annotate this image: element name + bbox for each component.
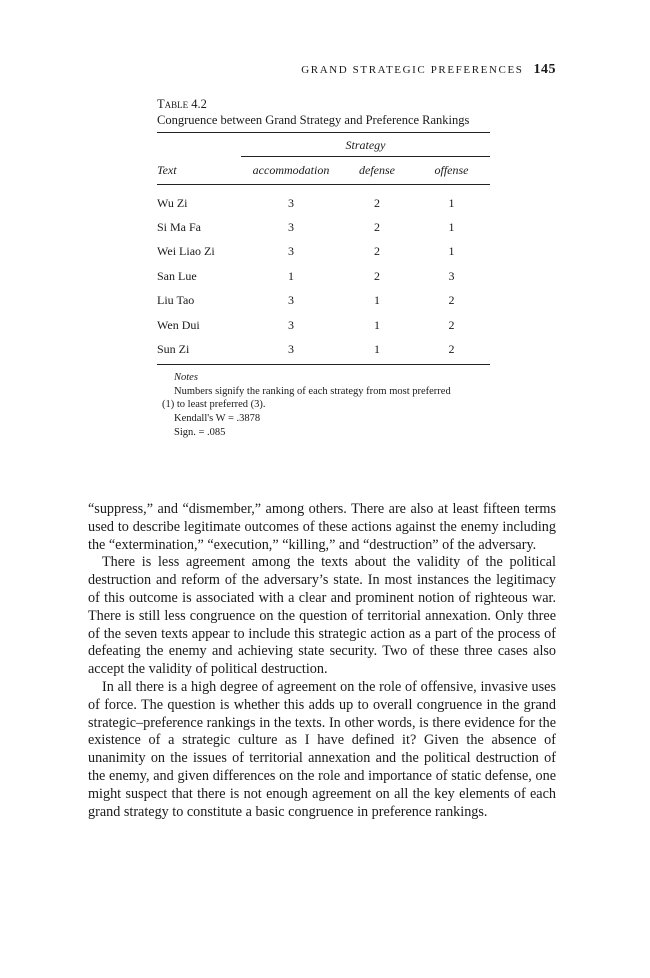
row-text: Wu Zi [157,195,188,210]
row-offense: 1 [448,195,455,210]
row-text: San Lue [157,268,197,283]
row-offense: 1 [448,244,455,259]
notes-line: Kendall's W = .3878 [174,413,261,425]
row-offense: 2 [448,317,455,332]
table-label-number: 4.2 [191,97,207,111]
table-label-word: Table [157,97,189,111]
row-accommodation: 3 [288,293,294,308]
row-offense: 1 [448,220,455,235]
notes-line: (1) to least preferred (3). [162,399,266,411]
row-defense: 2 [374,244,380,259]
row-text: Wen Dui [157,317,200,332]
spanner-heading: Strategy [241,134,490,157]
table-row [157,215,490,239]
row-accommodation: 3 [288,220,294,235]
row-defense: 1 [374,293,380,308]
table-column-headers [157,157,490,185]
row-defense: 1 [374,317,380,332]
notes-line: Numbers signify the ranking of each strategy from most preferred [174,385,451,397]
row-offense: 2 [448,293,455,308]
notes-line: Sign. = .085 [174,426,226,438]
row-accommodation: 3 [288,195,294,210]
row-accommodation: 3 [288,244,294,259]
row-offense: 2 [413,337,490,364]
table-row [157,313,490,337]
row-accommodation: 3 [241,337,341,364]
row-accommodation: 3 [288,317,294,332]
running-head [0,62,556,78]
row-text: Wei Liao Zi [157,244,215,259]
row-text: Sun Zi [157,337,241,364]
row-defense: 2 [374,220,380,235]
notes-title: Notes [174,371,198,383]
column-header-offense: offense [413,157,490,185]
column-header-defense: defense [341,157,413,185]
page-number: 145 [533,62,556,77]
table-row [157,264,490,288]
data-table [157,132,490,365]
running-head-title: GRAND STRATEGIC PREFERENCES [301,64,524,76]
column-header-accommodation: accommodation [241,157,341,185]
table-row [157,240,490,264]
paragraph: There is less agreement among the texts about the validity of the political destruction and reform of the adversary’s state. In most instances the legitimacy of this outcome is associated with a clear and prominent notion of righteous war. There is still less congruence on the question of territorial annexation. Only three of the seven texts appear to include this strategic action as a part of the process of defeating the enemy and achieving state security. Two of these three cases also accept the validity of political destruction. [88,554,556,678]
table-caption: Congruence between Grand Strategy and Preference Rankings [157,113,470,127]
spanner-blank [157,134,241,157]
row-defense: 2 [374,195,380,210]
paragraph: “suppress,” and “dismember,” among others. There are also at least fifteen terms used to describe legitimate outcomes of these actions against the enemy including the “extermination,” “execution,” “killing,” and “destruction” of the adversary. [88,501,556,553]
row-defense: 1 [341,337,413,364]
table-row [157,289,490,313]
row-defense: 2 [374,268,380,283]
row-text: Liu Tao [157,293,195,308]
row-offense: 3 [448,268,455,283]
row-accommodation: 1 [288,268,294,283]
column-header-text: Text [157,157,241,185]
table-row [157,337,490,364]
row-text: Si Ma Fa [157,220,202,235]
body-text [88,501,556,821]
table-spanner-row [157,134,490,157]
paragraph: In all there is a high degree of agreement on the role of offensive, invasive uses of force. The question is whether this adds up to overall congruence in the grand strategic–preference rankings in the texts. In other words, is there evidence for the existence of a strategic culture as I have defined it? Given the absence of unanimity on the issues of territorial annexation and the political destruction of the enemy, and given differences on the role and importance of static defense, one might suspect that there is not enough agreement on all the key elements of each grand strategy to constitute a basic congruence in preference rankings. [88,678,556,820]
table-label [157,96,490,112]
table-block [157,96,490,440]
table-row [157,185,490,216]
table-notes [162,371,494,440]
